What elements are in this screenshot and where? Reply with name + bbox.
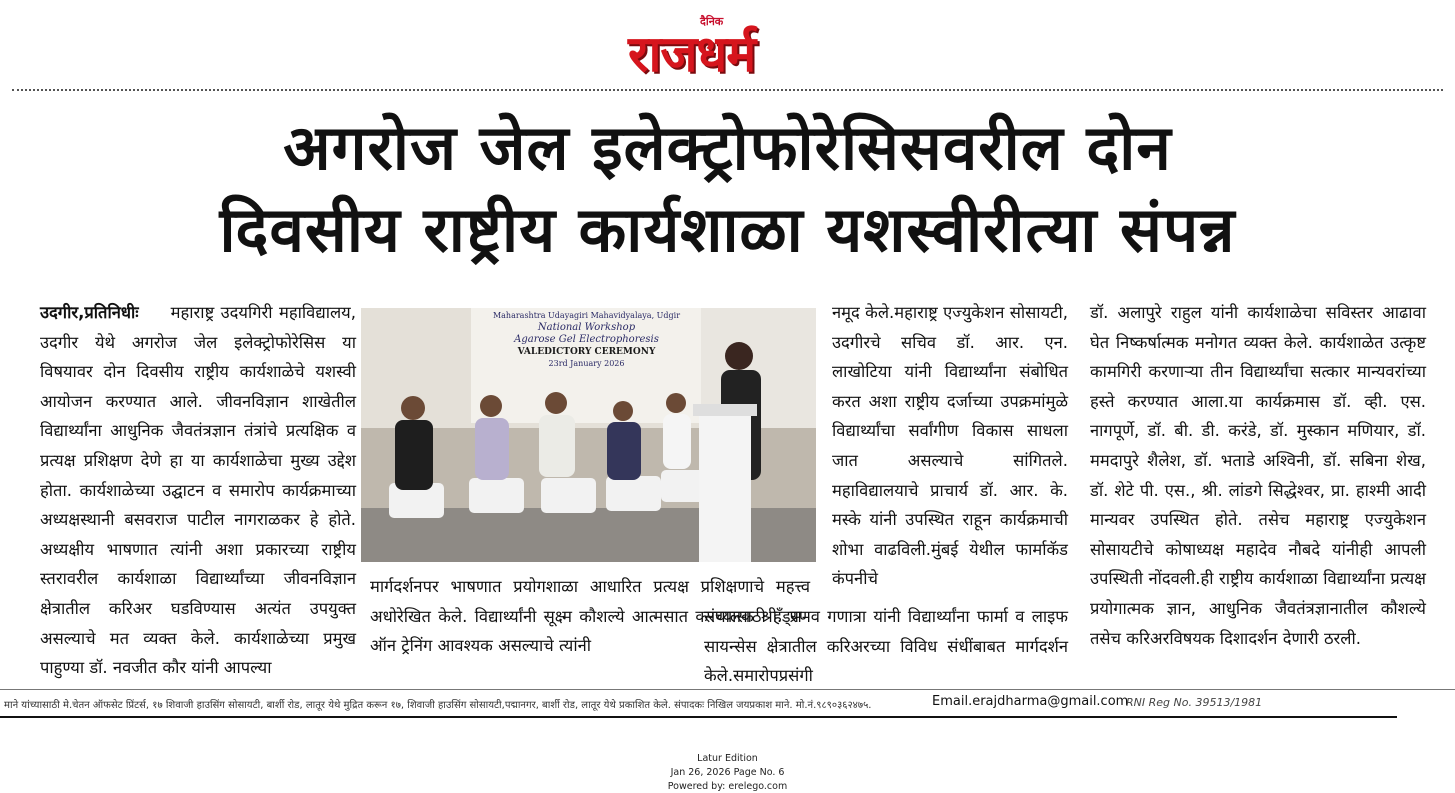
footer-printer-line: माने यांच्यासाठी मे.चेतन ऑफसेट प्रिंटर्स, १७ शिवाजी हाउसिंग सोसायटी, बार्शी रोड, लातूर येथे मुद्रित करून १७, शिवाजी हाउसिंग सोसायटी,पद्मानगर, बार्शी रोड, लातूर येथे प्रकाशित केले. संपादकः निखिल जयप्रकाश माने. मो.नं.९८९०३६२४७५.: [4, 700, 872, 711]
article-col4-text: डॉ. अलापुरे राहुल यांनी कार्यशाळेचा सविस्तर आढावा घेत निष्कर्षात्मक मनोगत व्यक्त केले. कार्यशाळेत उत्कृष्ट कामगिरी करणाऱ्या तीन विद्यार्थ्यांचा सत्कार मान्यवरांच्या हस्ते करण्यात आला.या कार्यक्रमास डॉ. व्ही. एस. नागपूर्णे, डॉ. बी. डी. करंडे, डॉ. मुस्कान मणियार, डॉ. ममदापुरे शैलेश, डॉ. भताडे अश्विनी, डॉ. सबिना शेख, डॉ. शेटे पी. एस., श्री. लांडगे सिद्धेश्वर, प्रा. हाश्मी आदी मान्यवर उपस्थित होते. तसेच महाराष्ट्र एज्युकेशन सोसायटीचे कोषाध्यक्ष महादेव नौबदे यांनीही आपली उपस्थिती नोंदवली.ही राष्ट्रीय कार्यशाळा विद्यार्थ्यांना प्रत्यक्ष प्रयोगात्मक ज्ञान, आधुनिक जैवतंत्रज्ञानातील कौशल्ये तसेच करिअरविषयक दिशादर्शन देणारी ठरली.: [1090, 303, 1426, 648]
article-column-3-continued: [704, 602, 1068, 691]
photo-banner-topic: Agarose Gel Electrophoresis: [514, 334, 659, 345]
masthead-name: राजधर्म: [628, 25, 756, 83]
footer-rni: RNI Reg No. 39513/1981: [1126, 696, 1263, 709]
photo-banner-ceremony: VALEDICTORY CEREMONY: [517, 347, 656, 357]
masthead-small-text: दैनिक: [700, 15, 724, 28]
event-photo: [361, 308, 816, 562]
edition-name: Latur Edition: [697, 753, 758, 764]
footer-email: Email.erajdharma@gmail.com: [932, 694, 1129, 709]
photo-banner: [479, 310, 694, 370]
masthead-logo: [600, 12, 860, 84]
headline-line-2: दिवसीय राष्ट्रीय कार्यशाळा यशस्वीरीत्या संपन्न: [219, 193, 1236, 266]
headline-line-1: अगरोज जेल इलेक्ट्रोफोरेसिसवरील दोन: [283, 111, 1172, 184]
article-dateline: उदगीर,प्रतिनिधीः: [40, 303, 139, 322]
article-col1-text: महाराष्ट्र उदयगिरी महाविद्यालय, उदगीर येथे अगरोज जेल इलेक्ट्रोफोरेसिस या विषयावर दोन दिवसीय राष्ट्रीय कार्यशाळेचे यशस्वी आयोजन करण्यात आले. जीवनविज्ञान शाखेतील विद्यार्थ्यांना आधुनिक जैवतंत्रज्ञान तंत्रांचे प्रत्यक्षिक व प्रत्यक्ष प्रशिक्षण देणे हा या कार्यशाळेचा मुख्य उद्देश होता. कार्यशाळेच्या उद्घाटन व समारोप कार्यक्रमाच्या अध्यक्षस्थानी बसवराज पाटील नागराळकर हे होते. अध्यक्षीय भाषणात त्यांनी अशा प्रकारच्या राष्ट्रीय स्तरावरील कार्यशाळा विद्यार्थ्यांच्या जीवनविज्ञान क्षेत्रातील करिअर घडविण्यास अत्यंत उपयुक्त असल्याचे मत व्यक्त केले. कार्यशाळेच्या प्रमुख पाहुण्या डॉ. नवजीत कौर यांनी आपल्या: [40, 303, 356, 678]
photo-banner-college: Maharashtra Udayagiri Mahavidyalaya, Udgir: [492, 311, 681, 320]
masthead-divider: [12, 89, 1443, 91]
article-column-4: [1090, 298, 1426, 653]
edition-date-page: Jan 26, 2026 Page No. 6: [670, 767, 785, 778]
article-col3-top-text: नमूद केले.महाराष्ट्र एज्युकेशन सोसायटी, उदगीरचे सचिव डॉ. आर. एन. लाखोटिया यांनी विद्यार्थ्यांना संबोधित करत अशा राष्ट्रीय दर्जाच्या उपक्रमांमुळे विद्यार्थ्यांचा सर्वांगीण विकास साधला जात असल्याचे सांगितले. महाविद्यालयाचे प्राचार्य डॉ. आर. के. मस्के यांनी उपस्थित राहून कार्यक्रमाची शोभा वाढविली.मुंबई येथील फार्माकॅड कंपनीचे: [832, 303, 1068, 589]
article-col2-text: मार्गदर्शनपर भाषणात प्रयोगशाळा आधारित प्रत्यक्ष प्रशिक्षणाचे महत्त्व अधोरेखित केले. विद्यार्थ्यांनी सूक्ष्म कौशल्ये आत्मसात करण्यासाठी हँड्स–ऑन ट्रेनिंग आवश्यक असल्याचे त्यांनी: [370, 577, 810, 656]
article-column-3: [832, 298, 1068, 594]
article-col3-bottom-text: संचालक श्री. प्रणव गणात्रा यांनी विद्यार्थ्यांना फार्मा व लाइफ सायन्सेस क्षेत्रातील करिअरच्या विविध संधींबाबत मार्गदर्शन केले.समारोपप्रसंगी: [704, 607, 1068, 686]
footer-top-rule: [0, 689, 1455, 690]
photo-banner-date: 23rd January 2026: [548, 359, 625, 368]
footer-bottom-rule: [0, 716, 1397, 718]
article-column-1: [40, 298, 356, 683]
edition-powered-by: Powered by: erelego.com: [667, 781, 788, 792]
photo-banner-event: National Workshop: [537, 322, 636, 333]
